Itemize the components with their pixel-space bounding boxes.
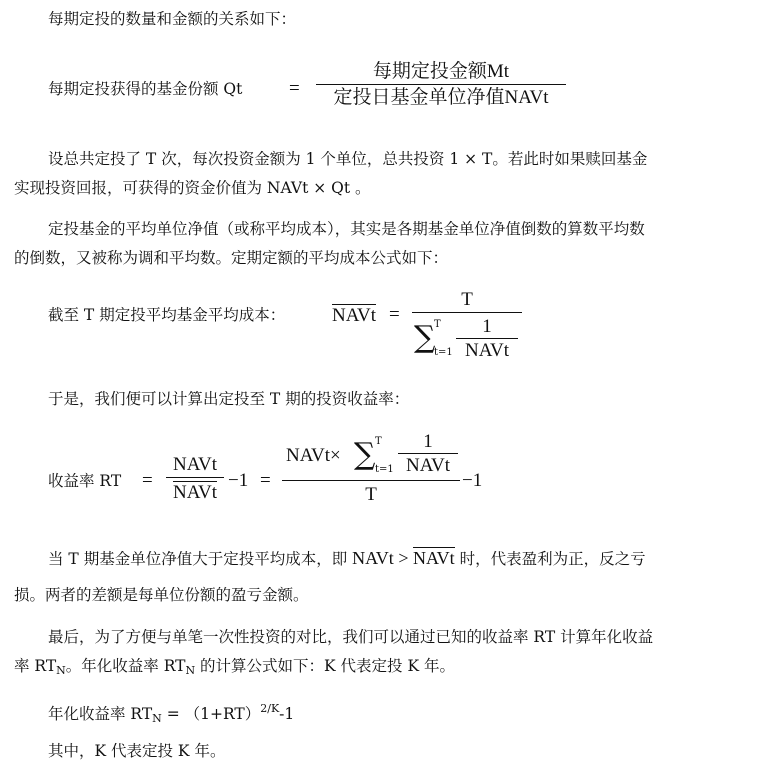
eq3-equals-2: = bbox=[260, 470, 271, 491]
para4-l2-a: 率 RT bbox=[14, 657, 57, 675]
para4-l2-sub1: N bbox=[56, 664, 66, 677]
para4-l2-b: 。年化收益率 RT bbox=[65, 657, 186, 675]
eq3-sigma-top: T bbox=[375, 436, 382, 447]
eq3-inner-denominator: NAVt bbox=[406, 455, 450, 476]
eq1-fraction bbox=[316, 62, 566, 107]
eq3-minus-1: −1 bbox=[228, 470, 249, 491]
eq1-equals: = bbox=[289, 78, 300, 99]
eq2-fraction bbox=[412, 290, 522, 365]
para4-l2-c: 的计算公式如下：K 代表定投 K 年。 bbox=[195, 657, 455, 675]
para3-line1 bbox=[48, 547, 646, 568]
eq3-fraction-2 bbox=[282, 428, 460, 504]
eq3-sigma: ∑ bbox=[354, 437, 376, 472]
eq3-inner-numerator: 1 bbox=[423, 431, 433, 452]
eq4-label: 年化收益率 RT bbox=[48, 705, 153, 723]
eq3-num-part: NAVt× bbox=[286, 445, 341, 466]
eq4-sup: 2/K bbox=[260, 702, 280, 715]
eq2-sigma-top: T bbox=[434, 319, 441, 330]
intro-line: 每期定投的数量和金额的关系如下： bbox=[48, 10, 297, 28]
eq3-label: 收益率 RT bbox=[48, 472, 122, 490]
para3-part2: 时，代表盈利为正，反之亏 bbox=[454, 550, 646, 568]
para4-l2-sub2: N bbox=[185, 664, 196, 677]
eq3-sigma-bottom: t=1 bbox=[375, 464, 394, 475]
so-line: 于是，我们便可以计算出定投至 T 期的投资收益率： bbox=[48, 390, 410, 408]
eq4 bbox=[48, 703, 294, 724]
eq3-frac1-denominator bbox=[173, 478, 217, 502]
eq3-minus-2: −1 bbox=[462, 470, 483, 491]
eq3-inner-fraction bbox=[398, 432, 458, 475]
eq2-sigma: ∑ bbox=[414, 320, 436, 355]
eq4-sub: N bbox=[152, 712, 162, 725]
eq1-label: 每期定投获得的基金份额 Qt bbox=[48, 80, 243, 98]
eq2-numerator: T bbox=[461, 289, 473, 310]
eq1-denominator: 定投日基金单位净值NAVt bbox=[333, 87, 549, 108]
para1-line2: 实现投资回报，可获得的资金价值为 NAVt × Qt 。 bbox=[14, 179, 371, 197]
eq2-inner-numerator: 1 bbox=[482, 316, 492, 337]
para2-line2: 的倒数，又被称为调和平均数。定期定额的平均成本公式如下： bbox=[14, 249, 449, 267]
para3-part1: 当 T 期基金单位净值大于定投平均成本，即 bbox=[48, 550, 353, 568]
eq2-inner-fraction bbox=[456, 317, 518, 360]
para2-line1: 定投基金的平均单位净值（或称平均成本），其实是各期基金单位净值倒数的算数平均数 bbox=[48, 220, 645, 238]
eq2-inner-denominator: NAVt bbox=[465, 340, 509, 361]
last-line: 其中，K 代表定投 K 年。 bbox=[48, 742, 226, 760]
eq3-frac2-denominator: T bbox=[365, 484, 377, 505]
eq3-frac1-numerator: NAVt bbox=[173, 454, 217, 475]
eq2-sigma-bottom: t=1 bbox=[434, 347, 453, 358]
para1-line1: 设总共定投了 T 次，每次投资金额为 1 个单位，总共投资 1 × T。若此时如果赎回基金 bbox=[48, 150, 648, 168]
eq2-lhs bbox=[332, 304, 376, 325]
eq2-denominator bbox=[412, 313, 522, 365]
para4-line1: 最后，为了方便与单笔一次性投资的对比，我们可以通过已知的收益率 RT 计算年化收益 bbox=[48, 628, 654, 646]
eq3-frac2-numerator bbox=[282, 428, 460, 480]
eq4-tail: -1 bbox=[279, 705, 295, 723]
eq4-eq: = （1+RT） bbox=[161, 705, 261, 723]
eq1-numerator: 每期定投金额Mt bbox=[372, 61, 510, 82]
eq2-equals: = bbox=[389, 304, 400, 325]
eq3-equals-1: = bbox=[142, 470, 153, 491]
eq3-fraction-1 bbox=[166, 455, 224, 502]
eq2-lhs-overline: NAVt bbox=[332, 305, 376, 326]
para4-line2 bbox=[14, 659, 455, 676]
para3-gt: > bbox=[393, 548, 413, 568]
para3-navt: NAVt bbox=[352, 548, 394, 568]
para3-line2: 损。两者的差额是每单位份额的盈亏金额。 bbox=[14, 586, 309, 604]
eq3-frac1-den-overline: NAVt bbox=[173, 482, 217, 503]
para3-navt-bar: NAVt bbox=[412, 548, 455, 568]
eq2-label: 截至 T 期定投平均基金平均成本： bbox=[48, 306, 286, 324]
